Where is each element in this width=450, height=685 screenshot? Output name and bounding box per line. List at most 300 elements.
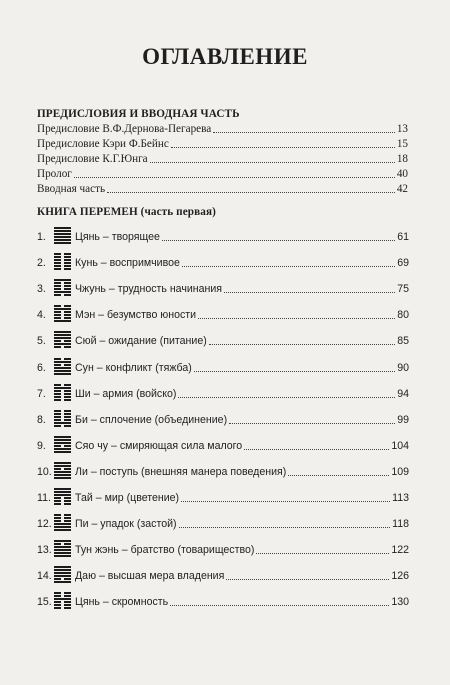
line-segment (54, 387, 71, 389)
hexagram-page: 94 (397, 387, 409, 400)
line-segment (64, 384, 71, 386)
line-segment (54, 555, 71, 557)
yin-line (54, 592, 71, 594)
yang-line (54, 526, 71, 528)
yang-line (54, 540, 71, 542)
line-segment (54, 320, 71, 322)
hexagram-title: Тай – мир (цветение) (75, 492, 180, 504)
line-segment (54, 543, 61, 545)
line-segment (64, 607, 71, 609)
yin-line (54, 601, 71, 603)
line-segment (54, 500, 61, 502)
leader-dots (226, 579, 389, 580)
line-segment (64, 399, 71, 401)
hexagram-page: 90 (397, 361, 409, 374)
line-segment (54, 419, 61, 421)
hexagram-page: 122 (391, 544, 409, 557)
section-heading-prefaces: ПРЕДИСЛОВИЯ И ВВОДНАЯ ЧАСТЬ (37, 108, 240, 120)
line-segment (54, 601, 61, 603)
line-segment (54, 569, 71, 571)
toc-entry-title: Предисловие Кэри Ф.Бейнс (37, 138, 169, 150)
yang-line (54, 442, 71, 444)
yang-line (54, 575, 71, 577)
yin-line (54, 285, 71, 287)
toc-entry[interactable] (37, 182, 408, 196)
line-segment (54, 517, 61, 519)
line-segment (54, 285, 61, 287)
hexagram-icon (54, 592, 71, 609)
line-segment (54, 566, 71, 568)
hexagram-entry[interactable] (37, 435, 409, 453)
hexagram-entry[interactable] (37, 513, 409, 531)
yin-line (54, 413, 71, 415)
yang-line (54, 572, 71, 574)
line-segment (64, 259, 71, 261)
hexagram-page: 109 (391, 465, 409, 478)
yang-line (54, 320, 71, 322)
yang-line (54, 236, 71, 238)
yin-line (54, 468, 71, 470)
yang-line (54, 343, 71, 345)
hexagram-entry[interactable] (37, 383, 409, 401)
line-segment (54, 268, 61, 270)
hexagram-icon (54, 227, 71, 244)
line-segment (54, 367, 71, 369)
line-segment (64, 256, 71, 258)
leader-dots (179, 527, 391, 528)
leader-dots (194, 371, 395, 372)
hexagram-icon (54, 384, 71, 401)
line-segment (54, 439, 71, 441)
hexagram-entry[interactable] (37, 278, 409, 296)
line-segment (54, 308, 71, 310)
line-segment (54, 442, 71, 444)
yin-line (54, 265, 71, 267)
line-segment (54, 337, 71, 339)
hexagram-entry[interactable] (37, 304, 409, 322)
line-segment (64, 268, 71, 270)
yang-line (54, 230, 71, 232)
yang-line (54, 279, 71, 281)
line-segment (54, 520, 61, 522)
yin-line (54, 268, 71, 270)
hexagram-title: Сун – конфликт (тяжба) (75, 361, 192, 374)
yang-line (54, 477, 71, 479)
yin-line (54, 317, 71, 319)
leader-dots (224, 292, 395, 293)
yang-line (54, 529, 71, 531)
yang-line (54, 337, 71, 339)
yin-line (54, 399, 71, 401)
hexagram-number: 13. (37, 544, 52, 557)
yin-line (54, 445, 71, 447)
leader-dots (213, 132, 395, 133)
line-segment (64, 500, 71, 502)
yang-line (54, 569, 71, 571)
yin-line (54, 288, 71, 290)
line-segment (54, 262, 61, 264)
line-segment (54, 279, 71, 281)
leader-dots (182, 266, 395, 267)
line-segment (64, 468, 71, 470)
line-segment (64, 419, 71, 421)
line-segment (64, 311, 71, 313)
leader-dots (170, 605, 389, 606)
yin-line (54, 497, 71, 499)
line-segment (54, 451, 71, 453)
line-segment (54, 523, 71, 525)
line-segment (54, 288, 61, 290)
yang-line (54, 227, 71, 229)
yin-line (54, 364, 71, 366)
line-segment (64, 592, 71, 594)
yin-line (54, 416, 71, 418)
line-segment (54, 607, 61, 609)
line-segment (64, 393, 71, 395)
hexagram-icon (54, 331, 71, 348)
yin-line (54, 607, 71, 609)
line-segment (54, 265, 61, 267)
line-segment (54, 526, 71, 528)
line-segment (54, 314, 61, 316)
hexagram-number: 12. (37, 518, 52, 531)
yang-line (54, 373, 71, 375)
line-segment (64, 262, 71, 264)
hexagram-page: 69 (397, 257, 409, 270)
yin-line (54, 390, 71, 392)
hexagram-icon (54, 462, 71, 479)
yin-line (54, 419, 71, 421)
hexagram-title: Сюй – ожидание (питание) (75, 335, 207, 348)
yang-line (54, 436, 71, 438)
hexagram-title: Мэн – безумство юности (75, 309, 197, 322)
line-segment (64, 364, 71, 366)
yang-line (54, 465, 71, 467)
hexagram-entry[interactable] (37, 330, 409, 348)
toc-entry-page: 13 (396, 123, 408, 135)
hexagram-title: Ши – армия (войско) (75, 387, 177, 400)
hexagram-page: 118 (392, 518, 409, 531)
yang-line (54, 439, 71, 441)
toc-entry[interactable] (37, 137, 408, 151)
hexagram-number: 4. (37, 309, 46, 322)
hexagram-number: 3. (37, 283, 46, 296)
hexagram-page: 104 (391, 439, 409, 452)
yang-line (54, 462, 71, 464)
yin-line (54, 396, 71, 398)
yang-line (54, 598, 71, 600)
line-segment (54, 358, 61, 360)
hexagram-entry[interactable] (37, 357, 409, 375)
line-segment (54, 393, 61, 395)
leader-dots (171, 147, 395, 148)
hexagram-page: 80 (397, 309, 409, 322)
hexagram-number: 10. (37, 465, 52, 478)
line-segment (54, 595, 61, 597)
line-segment (54, 540, 71, 542)
line-segment (54, 361, 71, 363)
hexagram-title: Чжунь – трудность начинания (75, 283, 223, 296)
hexagram-page: 99 (397, 413, 409, 426)
line-segment (54, 474, 71, 476)
hexagram-number: 8. (37, 413, 46, 426)
line-segment (54, 396, 61, 398)
line-segment (54, 422, 71, 424)
line-segment (64, 253, 71, 255)
line-segment (64, 604, 71, 606)
leader-dots (244, 449, 389, 450)
hexagram-entry[interactable] (37, 252, 409, 270)
line-segment (54, 346, 61, 348)
hexagram-icon (54, 253, 71, 270)
yang-line (54, 233, 71, 235)
line-segment (64, 265, 71, 267)
hexagram-entry[interactable] (37, 539, 409, 557)
yin-line (54, 500, 71, 502)
leader-dots (162, 240, 395, 241)
yin-line (54, 410, 71, 412)
toc-entry-title: Предисловие К.Г.Юнга (37, 153, 148, 165)
line-segment (64, 520, 71, 522)
yang-line (54, 566, 71, 568)
yang-line (54, 523, 71, 525)
yin-line (54, 259, 71, 261)
toc-entry-title: Пролог (37, 168, 72, 180)
yin-line (54, 358, 71, 360)
hexagram-page: 126 (391, 570, 409, 583)
hexagram-title: Би – сплочение (объединение) (75, 413, 228, 426)
yin-line (54, 282, 71, 284)
hexagram-icon (54, 279, 71, 296)
line-segment (54, 552, 71, 554)
hexagram-title: Тун жэнь – братство (товарищество) (75, 544, 255, 557)
yin-line (54, 514, 71, 516)
line-segment (64, 543, 71, 545)
hexagram-title: Ли – поступь (внешняя манера поведения) (75, 465, 287, 478)
line-segment (64, 285, 71, 287)
yin-line (54, 346, 71, 348)
hexagram-number: 15. (37, 596, 52, 609)
yang-line (54, 448, 71, 450)
hexagram-icon (54, 488, 71, 505)
line-segment (64, 578, 71, 580)
line-segment (64, 503, 71, 505)
hexagram-title: Сяо чу – смиряющая сила малого (75, 439, 243, 452)
line-segment (64, 346, 71, 348)
hexagram-entry[interactable] (37, 226, 409, 244)
page-title: ОГЛАВЛЕНИЕ (142, 44, 308, 69)
hexagram-icon (54, 358, 71, 375)
toc-entry[interactable] (37, 122, 408, 136)
yin-line (54, 262, 71, 264)
line-segment (64, 396, 71, 398)
line-segment (54, 416, 61, 418)
yin-line (54, 305, 71, 307)
hexagram-entry[interactable] (37, 565, 409, 583)
line-segment (54, 230, 71, 232)
yin-line (54, 253, 71, 255)
toc-entry-title: Предисловие В.Ф.Дернова-Пегарева (37, 123, 212, 135)
hexagram-number: 14. (37, 570, 52, 583)
line-segment (64, 425, 71, 427)
line-segment (64, 595, 71, 597)
hexagram-number: 7. (37, 387, 46, 400)
line-segment (54, 462, 71, 464)
line-segment (64, 314, 71, 316)
leader-dots (107, 192, 395, 193)
line-segment (54, 465, 71, 467)
hexagram-number: 5. (37, 335, 46, 348)
line-segment (54, 572, 71, 574)
yang-line (54, 546, 71, 548)
line-segment (64, 416, 71, 418)
yang-line (54, 494, 71, 496)
line-segment (54, 477, 71, 479)
line-segment (54, 399, 61, 401)
yang-line (54, 308, 71, 310)
hexagram-number: 11. (37, 492, 51, 504)
yang-line (54, 387, 71, 389)
yang-line (54, 552, 71, 554)
line-segment (64, 445, 71, 447)
hexagram-number: 2. (37, 257, 46, 270)
yin-line (54, 520, 71, 522)
line-segment (54, 384, 61, 386)
line-segment (54, 242, 71, 244)
leader-dots (256, 553, 389, 554)
yang-line (54, 370, 71, 372)
hexagram-number: 1. (37, 231, 46, 243)
hexagram-entry[interactable] (37, 409, 409, 427)
hexagram-page: 113 (392, 492, 409, 504)
hexagram-number: 6. (37, 361, 46, 374)
line-segment (54, 373, 71, 375)
hexagram-icon (54, 436, 71, 453)
line-segment (54, 317, 61, 319)
yang-line (54, 367, 71, 369)
line-segment (54, 448, 71, 450)
hexagram-page: 61 (397, 231, 409, 243)
line-segment (54, 468, 61, 470)
yin-line (54, 543, 71, 545)
toc-entry-page: 18 (396, 153, 408, 165)
line-segment (64, 317, 71, 319)
yang-line (54, 331, 71, 333)
line-segment (64, 601, 71, 603)
line-segment (54, 291, 71, 293)
hexagram-title: Кунь – воспримчивое (75, 257, 180, 270)
line-segment (64, 517, 71, 519)
line-segment (54, 436, 71, 438)
yin-line (54, 294, 71, 296)
yang-line (54, 422, 71, 424)
toc-entry-page: 40 (396, 168, 408, 180)
line-segment (54, 491, 71, 493)
hexagram-entry[interactable] (37, 591, 409, 609)
line-segment (54, 514, 61, 516)
line-segment (54, 239, 71, 241)
line-segment (54, 445, 61, 447)
line-segment (54, 471, 71, 473)
hexagram-title: Цянь – скромность (75, 596, 169, 609)
line-segment (54, 488, 71, 490)
hexagram-page: 85 (397, 335, 409, 348)
leader-dots (198, 318, 395, 319)
hexagram-entry[interactable] (37, 461, 409, 479)
toc-entry[interactable] (37, 167, 408, 181)
hexagram-entry[interactable] (37, 487, 409, 505)
line-segment (54, 282, 61, 284)
line-segment (54, 305, 61, 307)
toc-entry-page: 15 (396, 138, 408, 150)
yang-line (54, 491, 71, 493)
yang-line (54, 474, 71, 476)
hexagram-title: Пи – упадок (застой) (75, 518, 177, 531)
yang-line (54, 488, 71, 490)
yin-line (54, 314, 71, 316)
leader-dots (209, 344, 395, 345)
line-segment (54, 253, 61, 255)
yin-line (54, 311, 71, 313)
line-segment (64, 358, 71, 360)
yang-line (54, 242, 71, 244)
yin-line (54, 425, 71, 427)
leader-dots (178, 397, 395, 398)
line-segment (54, 311, 61, 313)
yang-line (54, 471, 71, 473)
hexagram-page: 130 (391, 596, 409, 609)
line-segment (64, 288, 71, 290)
hexagram-icon (54, 514, 71, 531)
line-segment (54, 575, 71, 577)
yang-line (54, 334, 71, 336)
line-segment (54, 227, 71, 229)
yin-line (54, 340, 71, 342)
leader-dots (288, 475, 389, 476)
hexagram-page: 75 (397, 283, 409, 296)
leader-dots (74, 177, 395, 178)
yang-line (54, 451, 71, 453)
line-segment (64, 410, 71, 412)
line-segment (64, 305, 71, 307)
line-segment (54, 546, 71, 548)
hexagram-icon (54, 566, 71, 583)
line-segment (54, 259, 61, 261)
line-segment (54, 592, 61, 594)
hexagram-number: 9. (37, 439, 46, 452)
leader-dots (181, 501, 390, 502)
line-segment (64, 497, 71, 499)
line-segment (54, 233, 71, 235)
line-segment (54, 343, 71, 345)
yin-line (54, 595, 71, 597)
toc-entry[interactable] (37, 152, 408, 166)
line-segment (54, 497, 61, 499)
line-segment (54, 494, 71, 496)
line-segment (64, 413, 71, 415)
yin-line (54, 517, 71, 519)
yin-line (54, 393, 71, 395)
hexagram-icon (54, 540, 71, 557)
line-segment (64, 294, 71, 296)
line-segment (54, 549, 71, 551)
leader-dots (229, 423, 395, 424)
line-segment (54, 529, 71, 531)
yin-line (54, 503, 71, 505)
line-segment (54, 598, 71, 600)
line-segment (54, 256, 61, 258)
toc-entry-page: 42 (396, 183, 408, 195)
